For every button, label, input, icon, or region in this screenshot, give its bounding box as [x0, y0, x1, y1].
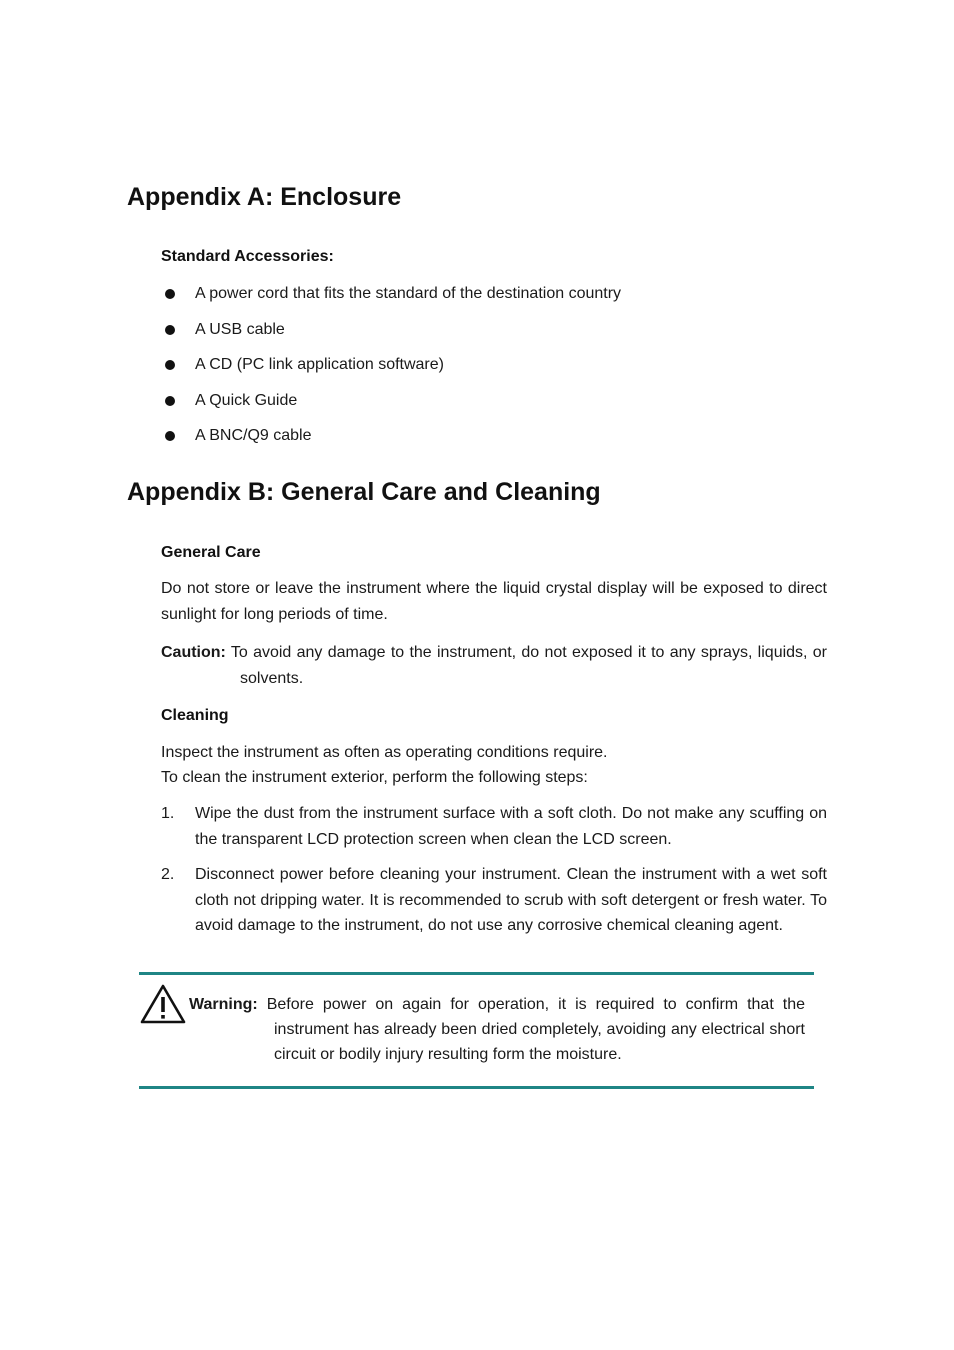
step-text: Wipe the dust from the instrument surface with a soft cloth. Do not make any scuffing on the transparent LCD protection screen when clean the LCD screen.: [195, 805, 827, 848]
cleaning-heading: Cleaning: [161, 707, 229, 724]
caution-label: Caution:: [161, 644, 226, 661]
bullet-icon: [165, 289, 175, 299]
caution-note: [161, 640, 827, 692]
warning-box: [139, 972, 814, 1089]
bullet-icon: [165, 325, 175, 335]
general-care-text: Do not store or leave the instrument where the liquid crystal display will be exposed to direct sunlight for long periods of time.: [161, 580, 827, 623]
step-number: 1.: [161, 805, 175, 822]
step-number: 2.: [161, 866, 175, 883]
cleaning-step: [161, 862, 827, 939]
cleaning-step: [161, 801, 827, 852]
warning-text-block: [189, 992, 805, 1067]
warning-label: Warning:: [189, 996, 258, 1013]
bullet-icon: [165, 431, 175, 441]
bullet-icon: [165, 396, 175, 406]
appendix-b-title: Appendix B: General Care and Cleaning: [127, 478, 601, 506]
general-care-heading: General Care: [161, 544, 261, 561]
warning-text: Before power on again for operation, it is required to confirm that the instrument has already been dried completely, avoiding any electrical short circuit or bodily injury resulting form the moisture.: [266, 996, 805, 1063]
appendix-a-title: Appendix A: Enclosure: [127, 183, 402, 211]
cleaning-intro-line2: To clean the instrument exterior, perform the following steps:: [161, 769, 588, 786]
caution-text: To avoid any damage to the instrument, do not exposed it to any sprays, liquids, or solvents.: [230, 644, 828, 687]
bullet-icon: [165, 360, 175, 370]
standard-accessories-heading: Standard Accessories:: [161, 248, 334, 265]
warning-triangle-icon: [140, 984, 186, 1024]
step-text: Disconnect power before cleaning your instrument. Clean the instrument with a wet soft cloth not dripping water. It is recommended to scrub with soft detergent or fresh water. To avoid damage to the instrument, do not use any corrosive chemical cleaning agent.: [195, 866, 827, 934]
cleaning-intro-line1: Inspect the instrument as often as operating conditions require.: [161, 744, 608, 761]
document-page: Appendix A: Enclosure Standard Accessories: A power cord that fits the standard of the destination country A USB cable A CD (PC link application software) A Quick Guide A BNC/Q9 cable Appendix B: General Care and Cleaning General Care Do not store or leave the instrument where the liquid crystal display will be exposed to direct sunlight for long periods of time. Caution: To avoid any damage to the instrument, do not exposed it to any sprays, liquids, or solvents. Cleaning Inspect the instrument as often as operating conditions require. To clean the instrument exterior, perform the following steps: 1. Wipe the dust from the instrument surface with a soft cloth. Do not make any scuffing on the transparent LCD protection screen when clean the LCD screen. 2. Disconnect power before cleaning your instrument. Clean the instrument with a wet soft cloth not dripping water. It is recommended to scrub with soft detergent or fresh water. To avoid damage to the instrument, do not use any corrosive chemical cleaning agent. Warning: Before power on again for operation, it is required to confirm that the instrument has already been dried completely, avoiding any electrical short circuit or bodily injury resulting form the moisture.: [0, 0, 954, 1350]
